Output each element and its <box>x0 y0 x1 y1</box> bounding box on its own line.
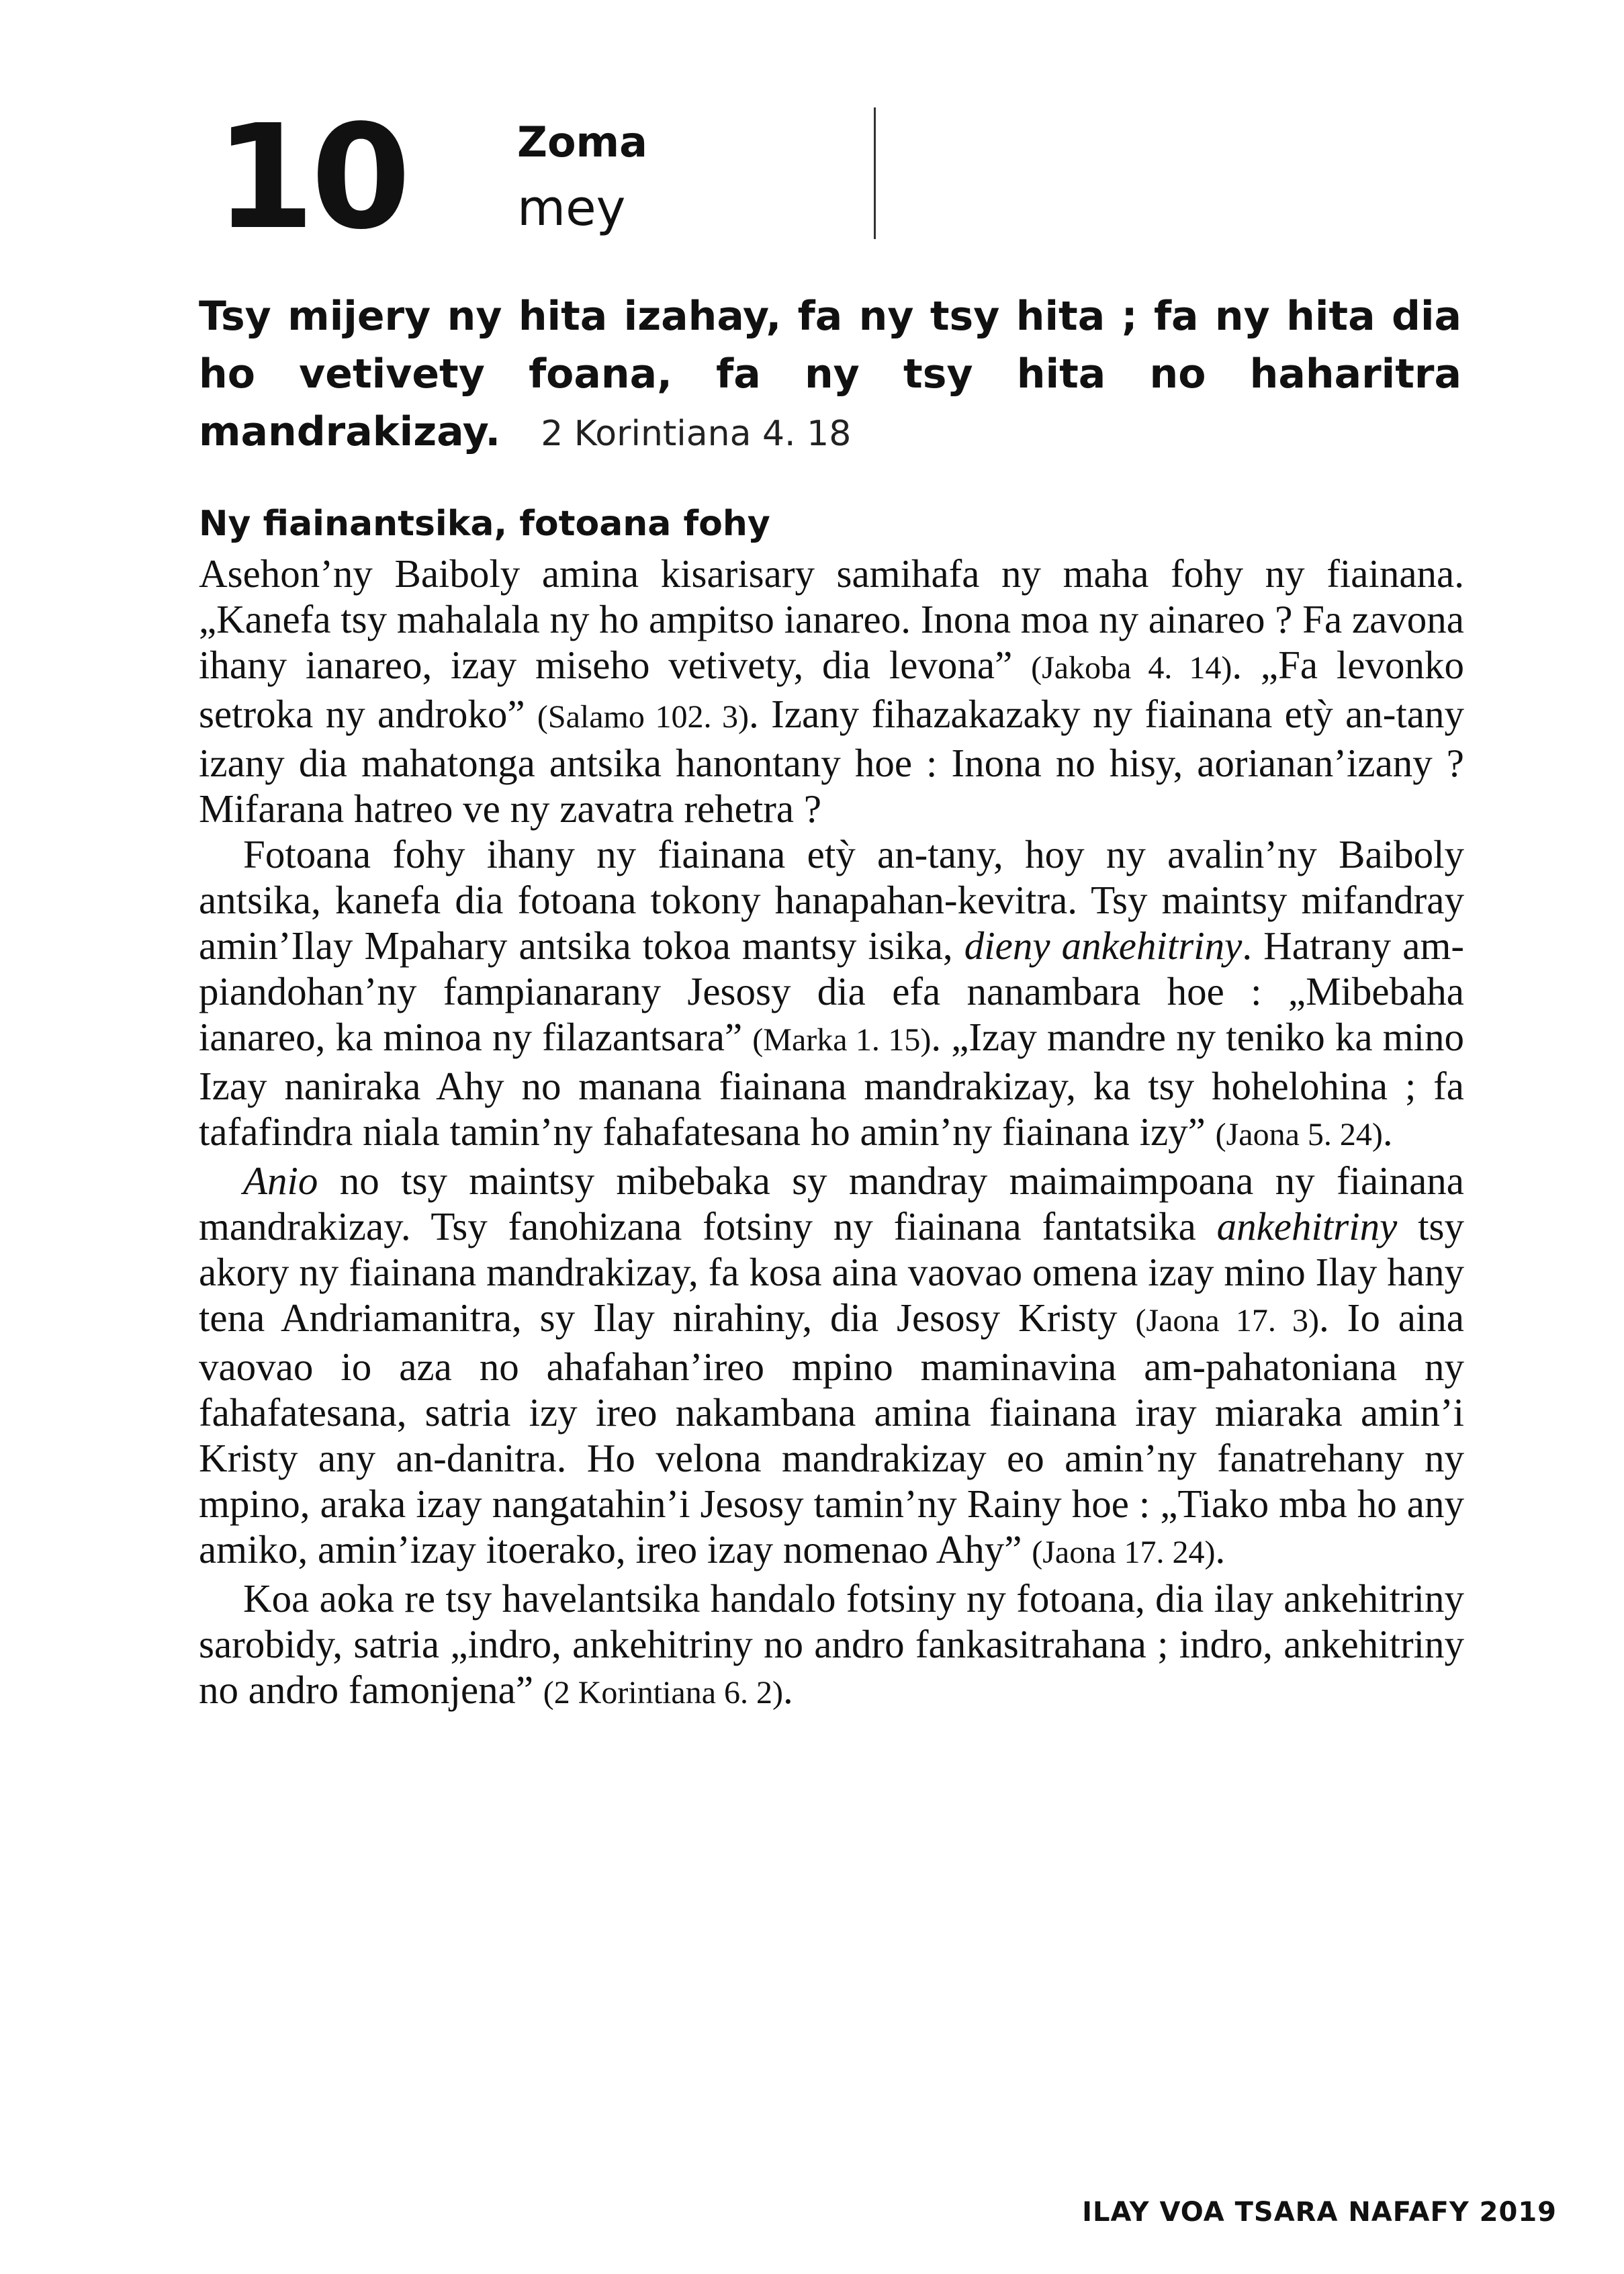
devotional-body <box>199 551 1464 1716</box>
paragraph-text: . „Izay mandre ny teniko ka mino Izay naniraka Ahy no manana fiainana mandrakizay, ka tsy hohelohina ; fa tafafindra niala tamin’ny fahafatesana ho amin’ny fiainana izy” <box>199 1015 1464 1154</box>
vertical-divider <box>874 107 876 239</box>
scripture-reference: (Jakoba 4. 14) <box>1031 650 1232 686</box>
emphasis-text: ankehitriny <box>1216 1204 1398 1248</box>
footer-publication: ILAY VOA TSARA NAFAFY 2019 <box>1082 2197 1557 2228</box>
emphasis-text: Anio <box>243 1158 318 1203</box>
paragraph-text: . „Fa levonko setroka ny androko” <box>199 643 1464 736</box>
paragraph-text: tsy akory ny fiainana mandrakizay, fa kosa aina vaovao omena izay mino Ilay hany tena Andriamanitra, sy Ilay nirahiny, dia Jesosy Kristy <box>199 1204 1464 1340</box>
paragraph-text: no tsy maintsy mibebaka sy mandray maimaimpoana ny fiainana mandrakizay. Tsy fanohizana fotsiny ny fiainana fantatsika <box>199 1158 1464 1248</box>
verse-reference: 2 Korintiana 4. 18 <box>541 414 852 454</box>
emphasis-text: dieny ankehitriny <box>964 923 1243 968</box>
scripture-reference: (2 Korintiana 6. 2) <box>543 1675 783 1711</box>
verse-text: Tsy mijery ny hita izahay, fa ny tsy hita ; fa ny hita dia ho vetivety foana, fa ny tsy hita no haharitra mandrakizay. <box>199 293 1461 455</box>
scripture-reference: (Jaona 5. 24) <box>1215 1117 1383 1152</box>
paragraph-text: Fotoana fohy ihany ny fiainana etỳ an-tany, hoy ny avalin’ny Baiboly antsika, kanefa dia fotoana tokony hanapahan-kevitra. Tsy maintsy mifandray amin’Ilay Mpahary antsika tokoa mantsy isika, <box>199 832 1464 968</box>
devotional-paragraph <box>199 1158 1464 1576</box>
daily-verse <box>199 287 1461 463</box>
devotional-paragraph <box>199 831 1464 1158</box>
devotional-title: Ny fiainantsika, fotoana fohy <box>199 504 770 544</box>
paragraph-text: . Io aina vaovao io aza no ahafahan’ireo mpino maminavina am-pahatoniana ny fahafatesana, satria izy ireo nakambana amina fiainana iray miaraka amin’i Kristy any an-danitra. Ho velona mandrakizay eo amin’ny fanatrehany ny mpino, araka izay nangatahin’i Jesosy tamin’ny Rainy hoe : „Tiako mba ho any amiko, amin’izay itoerako, ireo izay nomenao Ahy” <box>199 1295 1464 1572</box>
scripture-reference: (Jaona 17. 3) <box>1135 1303 1320 1338</box>
paragraph-text: . <box>1215 1527 1226 1572</box>
paragraph-text: . Izany fihazakazaky ny fiainana etỳ an-tany izany dia mahatonga antsika hanontany hoe : Inona no hisy, aorianan’izany ? Mifarana hatreo ve ny zavatra rehetra ? <box>199 692 1464 831</box>
paragraph-text: Asehon’ny Baiboly amina kisarisary samihafa ny maha fohy ny fiainana. „Kanefa tsy mahalala ny ho ampitso ianareo. Inona moa ny ainareo ? Fa zavona ihany ianareo, izay miseho vetivety, dia levona” <box>199 551 1464 687</box>
paragraph-text: . <box>783 1668 793 1712</box>
devotional-paragraph <box>199 551 1464 831</box>
weekday-label: Zoma <box>517 118 647 167</box>
paragraph-text: Koa aoka re tsy havelantsika handalo fotsiny ny fotoana, dia ilay ankehitriny sarobidy, satria „indro, ankehitriny no andro fankasitrahana ; indro, ankehitriny no andro famonjena” <box>199 1576 1464 1712</box>
devotional-paragraph <box>199 1576 1464 1716</box>
day-number: 10 <box>215 94 407 261</box>
month-label: mey <box>517 179 626 237</box>
paragraph-text: . <box>1382 1109 1393 1154</box>
paragraph-text: . Hatrany am-piandohan’ny fampianarany Jesosy dia efa nanambara hoe : „Mibebaha ianareo, ka minoa ny filazantsara” <box>199 923 1465 1059</box>
scripture-reference: (Jaona 17. 24) <box>1032 1535 1216 1570</box>
scripture-reference: (Marka 1. 15) <box>752 1022 932 1058</box>
scripture-reference: (Salamo 102. 3) <box>537 699 750 735</box>
